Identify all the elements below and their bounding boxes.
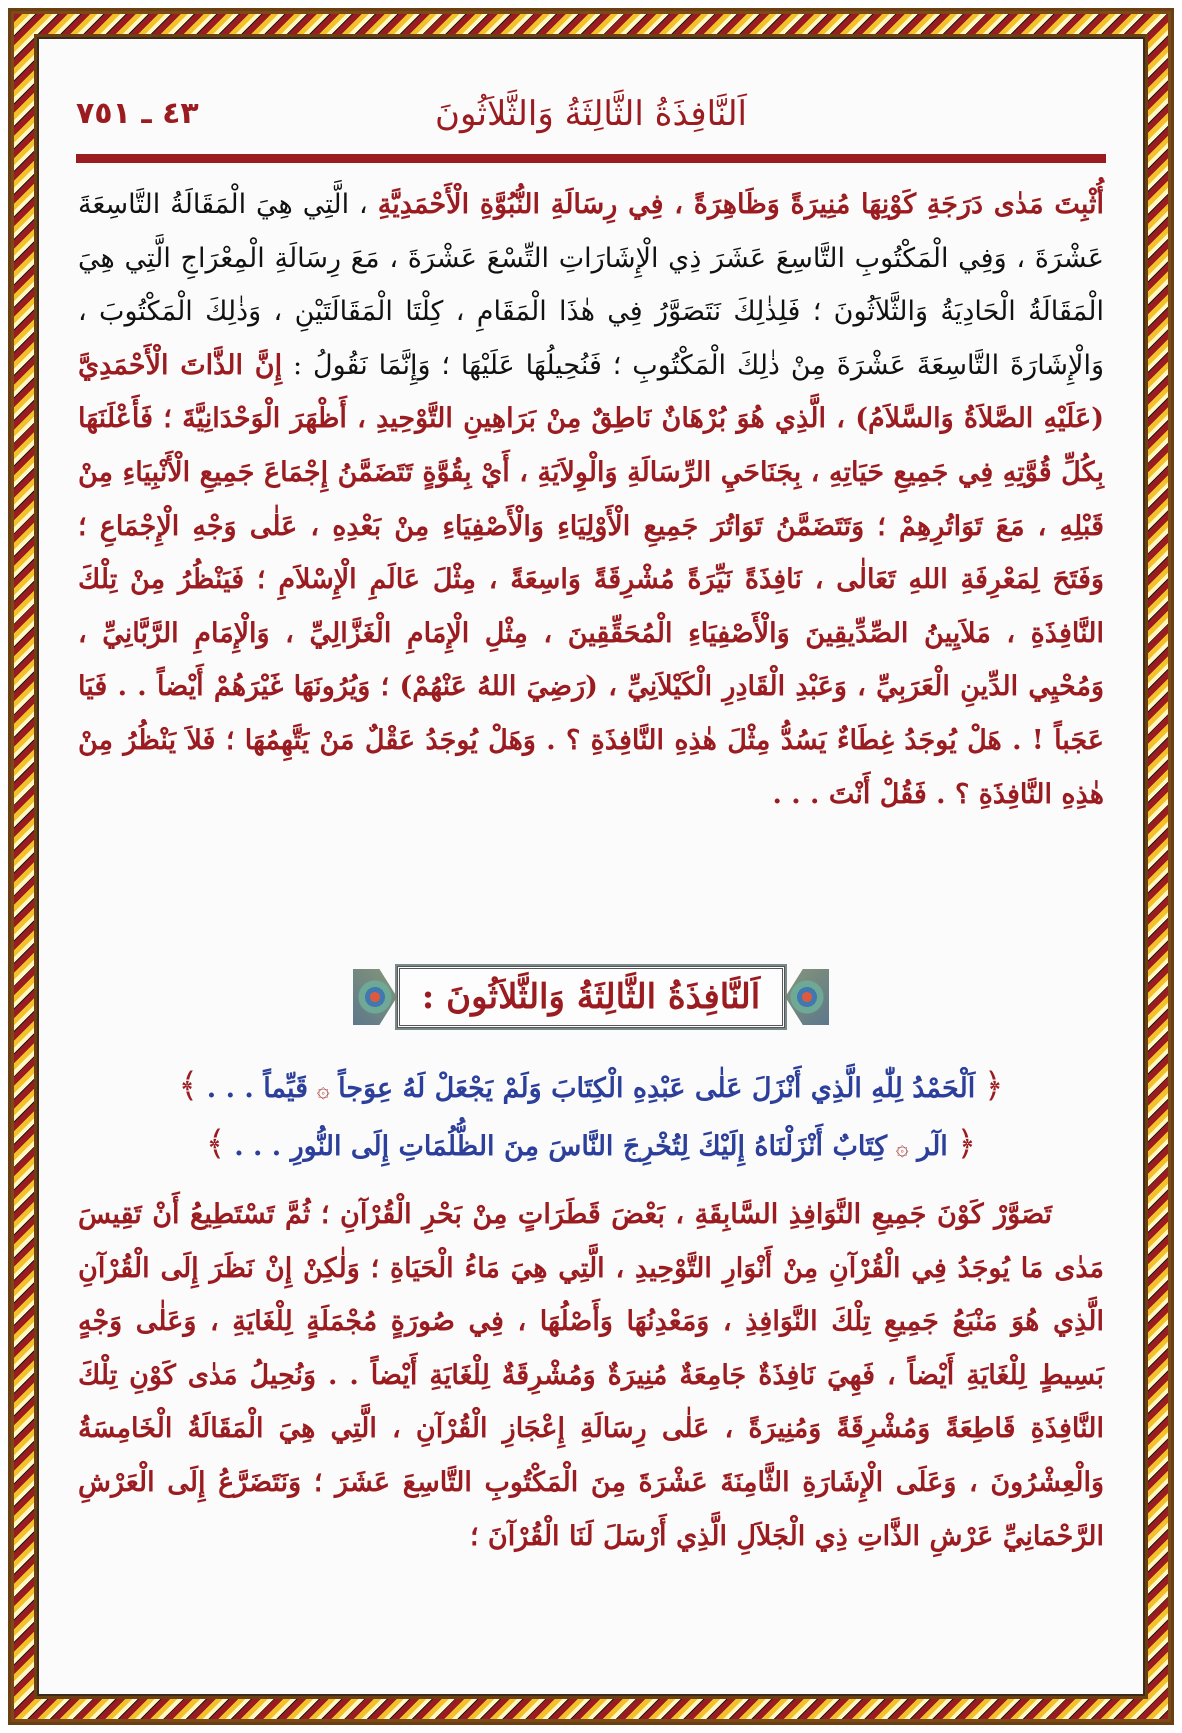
verse-text: قَيِّماً . . . (206, 1073, 309, 1104)
quran-verse-2 (100, 1118, 1082, 1175)
section-heading: اَلنَّافِذَةُ الثَّالِثَةُ وَالثَّلاَثُونَ : (397, 966, 785, 1028)
header-divider (76, 154, 1106, 163)
arabesque-ornament-icon (785, 969, 829, 1025)
section-heading-cartouche (0, 962, 1182, 1032)
verse-end-marker-icon: ۞ (895, 1136, 909, 1161)
header-title: اَلنَّافِذَةُ الثَّالِثَةُ وَالثَّلاَثُونَ (435, 94, 747, 134)
arabesque-ornament-icon (353, 969, 397, 1025)
verse-text: اَلْحَمْدُ لِلّٰهِ الَّذِي أَنْزَلَ عَلٰى عَبْدِهِ الْكِتَابَ وَلَمْ يَجْعَلْ لَهُ عِوَجاً (338, 1073, 976, 1104)
paragraph-1-red-body: إِنَّ الذَّاتَ الْأَحْمَدِيَّ (عَلَيْهِ الصَّلاَةُ وَالسَّلاَمُ) ، الَّذِي هُوَ بُرْهَانٌ نَاطِقٌ مِنْ بَرَاهِينِ التَّوْحِيدِ ، أَظْهَرَ الْوَحْدَانِيَّةَ ؛ فَأَعْلَنَهَا بِكُلِّ قُوَّتِهِ فِي جَمِيعِ حَيَاتِهِ ، بِجَنَاحَيِ الرِّسَالَةِ وَالْوِلاَيَةِ ، أَيْ بِقُوَّةٍ تَتَضَمَّنُ إِجْمَاعَ جَمِيعِ الْأَنْبِيَاءِ مِنْ قَبْلِهِ ، مَعَ تَوَاتُرِهِمْ ؛ وَتَتَضَمَّنُ تَوَاتُرَ جَمِيعِ الْأَوْلِيَاءِ وَالْأَصْفِيَاءِ مِنْ بَعْدِهِ ، عَلٰى وَجْهِ الْإِجْمَاعِ ؛ وَفَتَحَ لِمَعْرِفَةِ اللهِ تَعَالٰى ، نَافِذَةً نَيِّرَةً مُشْرِقَةً وَاسِعَةً ، مِثْلَ عَالَمِ الْإِسْلاَمِ ؛ فَيَنْظُرُ مِنْ تِلْكَ النَّافِذَةِ ، مَلاَيِينُ الصِّدِّيقِينَ وَالْأَصْفِيَاءِ الْمُحَقِّقِينَ ، مِثْلِ الْإِمَامِ الْغَزَّالِيِّ ، وَالْإِمَامِ الرَّبَّانِيِّ ، وَمُحْيِي الدِّينِ الْعَرَبِيِّ ، وَعَبْدِ الْقَادِرِ الْكَيْلاَنِيِّ ، (رَضِيَ اللهُ عَنْهُمْ) ؛ وَيُرُونَهَا غَيْرَهُمْ أَيْضاً . . فَيَا عَجَباً ! . هَلْ يُوجَدُ غِطَاءٌ يَسُدُّ مِثْلَ هٰذِهِ النَّافِذَةِ ؟ . وَهَلْ يُوجَدُ عَقْلٌ مَنْ يَتَّهِمُهَا ؛ فَلاَ يَنْظُرُ مِنْ هٰذِهِ النَّافِذَةِ ؟ . فَقُلْ أَنْتَ . . . (78, 349, 1104, 810)
paragraph-1-black-body: ، الَّتِي هِيَ الْمَقَالَةُ التَّاسِعَةَ عَشْرَةَ ، وَفِي الْمَكْتُوبِ التَّاسِعَ عَشَرَ ذِي الْإِشَارَاتِ التِّسْعَ عَشْرَةَ ، مَعَ رِسَالَةِ الْمِعْرَاجِ الَّتِي هِيَ الْمَقَالَةُ الْحَادِيَةُ وَالثَّلاَثُونَ ؛ فَلِذٰلِكَ نَتَصَوَّرُ فِي هٰذَا الْمَقَامِ ، كِلْتَا الْمَقَالَتَيْنِ ، وَذٰلِكَ الْمَكْتُوبَ ، وَالْإِشَارَةَ التَّاسِعَةَ عَشْرَةَ مِنْ ذٰلِكَ الْمَكْتُوبِ ؛ فَنُحِيلُهَا عَلَيْهَا ؛ وَإِنَّمَا نَقُولُ : (78, 189, 1104, 381)
running-header (76, 88, 1106, 148)
verse-text: الٓر (917, 1131, 948, 1162)
ornate-paren-open-icon: ﴿ (983, 1066, 1004, 1106)
paragraph-1-red-intro: أُثْبِتَ مَدٰى دَرَجَةِ كَوْنِهَا مُنِيرَةً وَظَاهِرَةً ، فِي رِسَالَةِ النُّبُوَّةِ الْأَحْمَدِيَّةِ (377, 189, 1104, 220)
ornate-paren-open-icon: ﴿ (956, 1124, 977, 1164)
paragraph-2: تَصَوَّرْ كَوْنَ جَمِيعِ النَّوَافِذِ السَّابِقَةِ ، بَعْضَ قَطَرَاتٍ مِنْ بَحْرِ الْقُرْآنِ ؛ ثُمَّ تَسْتَطِيعُ أَنْ تَقِيسَ مَدٰى مَا يُوجَدُ فِي الْقُرْآنِ مِنْ أَنْوَارِ التَّوْحِيدِ ، الَّتِي هِيَ مَاءُ الْحَيَاةِ ؛ وَلٰكِنْ إِنْ نَظَرَ إِلَى الْقُرْآنِ الَّذِي هُوَ مَنْبَعُ جَمِيعِ تِلْكَ النَّوَافِذِ ، وَمَعْدِنُهَا وَأَصْلُهَا ، فِي صُورَةٍ مُجْمَلَةٍ لِلْغَايَةِ ، وَعَلٰى وَجْهٍ بَسِيطٍ لِلْغَايَةِ أَيْضاً ، فَهِيَ نَافِذَةٌ جَامِعَةٌ مُنِيرَةٌ وَمُشْرِقَةٌ لِلْغَايَةِ أَيْضاً . . وَنُحِيلُ مَدٰى كَوْنِ تِلْكَ النَّافِذَةِ قَاطِعَةً وَمُشْرِقَةً وَمُنِيرَةً ، عَلٰى رِسَالَةِ إِعْجَازِ الْقُرْآنِ ، الَّتِي هِيَ الْمَقَالَةُ الْخَامِسَةُ وَالْعِشْرُونَ ، وَعَلَى الْإِشَارَةِ الثَّامِنَةَ عَشْرَةَ مِنَ الْمَكْتُوبِ التَّاسِعَ عَشَرَ ؛ وَنَتَضَرَّعُ إِلَى الْعَرْشِ الرَّحْمَانِيِّ عَرْشِ الذَّاتِ ذِي الْجَلاَلِ الَّذِي أَرْسَلَ لَنَا الْقُرْآنَ ؛ (78, 1199, 1104, 1552)
quran-verse-1 (100, 1060, 1082, 1117)
paragraph-1 (78, 178, 1104, 821)
ornate-paren-close-icon: ﴾ (205, 1124, 226, 1164)
verse-text: كِتَابٌ أَنْزَلْنَاهُ إِلَيْكَ لِتُخْرِجَ النَّاسَ مِنَ الظُّلُمَاتِ إِلَى النُّورِ . . . (234, 1131, 888, 1162)
page-number: ٤٣ ـ ٧٥١ (76, 96, 199, 131)
verse-end-marker-icon: ۞ (316, 1078, 330, 1103)
ornate-paren-close-icon: ﴾ (178, 1066, 199, 1106)
